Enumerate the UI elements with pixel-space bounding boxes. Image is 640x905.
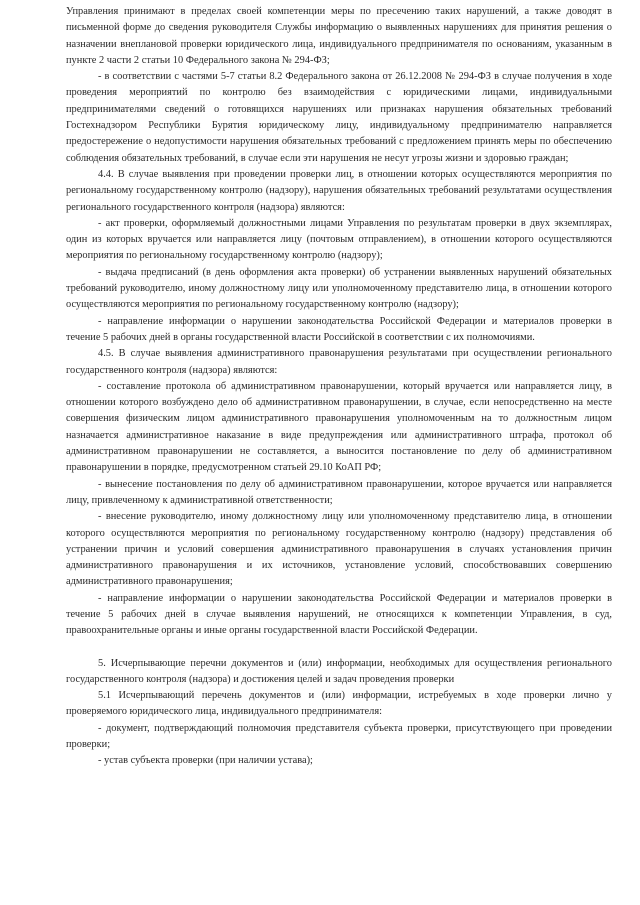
paragraph-section-5-heading: 5. Исчерпывающие перечни документов и (или) информации, необходимых для осуществления регионального государственного контроля (надзора) и достижения целей и задач проведения проверки xyxy=(66,657,612,685)
paragraph-section-4-5: 4.5. В случае выявления административного правонарушения результатами при осуществлении регионального государственного контроля (надзора) являются: xyxy=(66,348,612,376)
section-spacer xyxy=(66,640,612,656)
paragraph-resolution: - вынесение постановления по делу об административном правонарушении, которое вручается или направляется лицу, привлеченному к административной ответственности; xyxy=(66,478,612,506)
paragraph-section-4-4: 4.4. В случае выявления при проведении проверки лиц, в отношении которых осуществляются мероприятия по региональному государственному контролю (надзору), нарушения обязательных требований результатами осуществления регионального государственного контроля (надзора) являются: xyxy=(66,168,612,213)
paragraph-protocol: - составление протокола об административном правонарушении, который вручается или направляется лицу, в отношении которого возбуждено дело об административном правонарушении, в случае, если непосредственно на месте совершения физическим лицом административного правонарушения уполномоченным на то должностным лицом назначается административное наказание в виде предупреждения или административного штрафа, протокол об административном правонарушении не составляется, а выносится постановление по делу об административном правонарушении в порядке, предусмотренном статьей 29.10 КоАП РФ; xyxy=(66,380,612,474)
paragraph-info-direction-2: - направление информации о нарушении законодательства Российской Федерации и материалов проверки в течение 5 рабочих дней в случае выявления нарушений, не относящихся к компетенции Управления, в суд, правоохранительные органы и иные органы государственной власти Российской Федерации. xyxy=(66,592,612,637)
paragraph-representation: - внесение руководителю, иному должностному лицу или уполномоченному представителю лица, в отношении которого осуществляются мероприятия по региональному государственному контролю (надзору) представления об устранении причин и условий совершения административного правонарушения в случаях установления причин административного правонарушения и их источников, установление условий, способствовавших совершению административного правонарушения; xyxy=(66,511,612,588)
paragraph-charter: - устав субъекта проверки (при наличии устава); xyxy=(98,755,313,767)
paragraph-inspection-act: - акт проверки, оформляемый должностными лицами Управления по результатам проверки в двух экземплярах, один из которых вручается или направляется лицу (почтовым отправлением), в отношении которого осуществляются мероприятия по региональному государственному контролю (надзору); xyxy=(66,217,612,262)
paragraph-continuation: Управления принимают в пределах своей компетенции меры по пресечению таких нарушений, а также доводят в письменной форме до сведения руководителя Службы информацию о выявленных нарушениях для принятия решения о назначении внеплановой проверки юридического лица, индивидуального предпринимателя по основаниям, указанным в пункте 2 части 2 статьи 10 Федерального закона № 294-ФЗ; xyxy=(66,6,612,66)
paragraph-section-5-1: 5.1 Исчерпывающий перечень документов и (или) информации, истребуемых в ходе проверки лично у проверяемого юридического лица, индивидуального предпринимателя: xyxy=(66,690,612,718)
paragraph-prescriptions: - выдача предписаний (в день оформления акта проверки) об устранении выявленных нарушений обязательных требований руководителю, иному должностному лицу или уполномоченному представителю лица, в отношении которого осуществляются мероприятия по региональному государственному контролю (надзору); xyxy=(66,266,612,311)
paragraph-authority-document: - документ, подтверждающий полномочия представителя субъекта проверки, присутствующего при проведении проверки; xyxy=(66,722,612,751)
paragraph-info-direction-1: - направление информации о нарушении законодательства Российской Федерации и материалов проверки в течение 5 рабочих дней в органы государственной власти Российской в соответствии с их полномочиями. xyxy=(66,315,612,343)
paragraph-warning-item: - в соответствии с частями 5-7 статьи 8.2 Федерального закона от 26.12.2008 № 294-ФЗ в случае получения в ходе проведения мероприятий по контролю без взаимодействия с юридическими лицами, индивидуальными предпринимателями сведений о готовящихся нарушениях или признаках нарушения обязательных требований Гостехнадзором Республики Бурятия юридическому лицу, индивидуальному предпринимателю направляется предостережение о недопустимости нарушения обязательных требований с предложением принять меры по обеспечению соблюдения обязательных требований, в случае если эти нарушения не несут угрозы жизни и здоровью граждан; xyxy=(66,71,612,164)
